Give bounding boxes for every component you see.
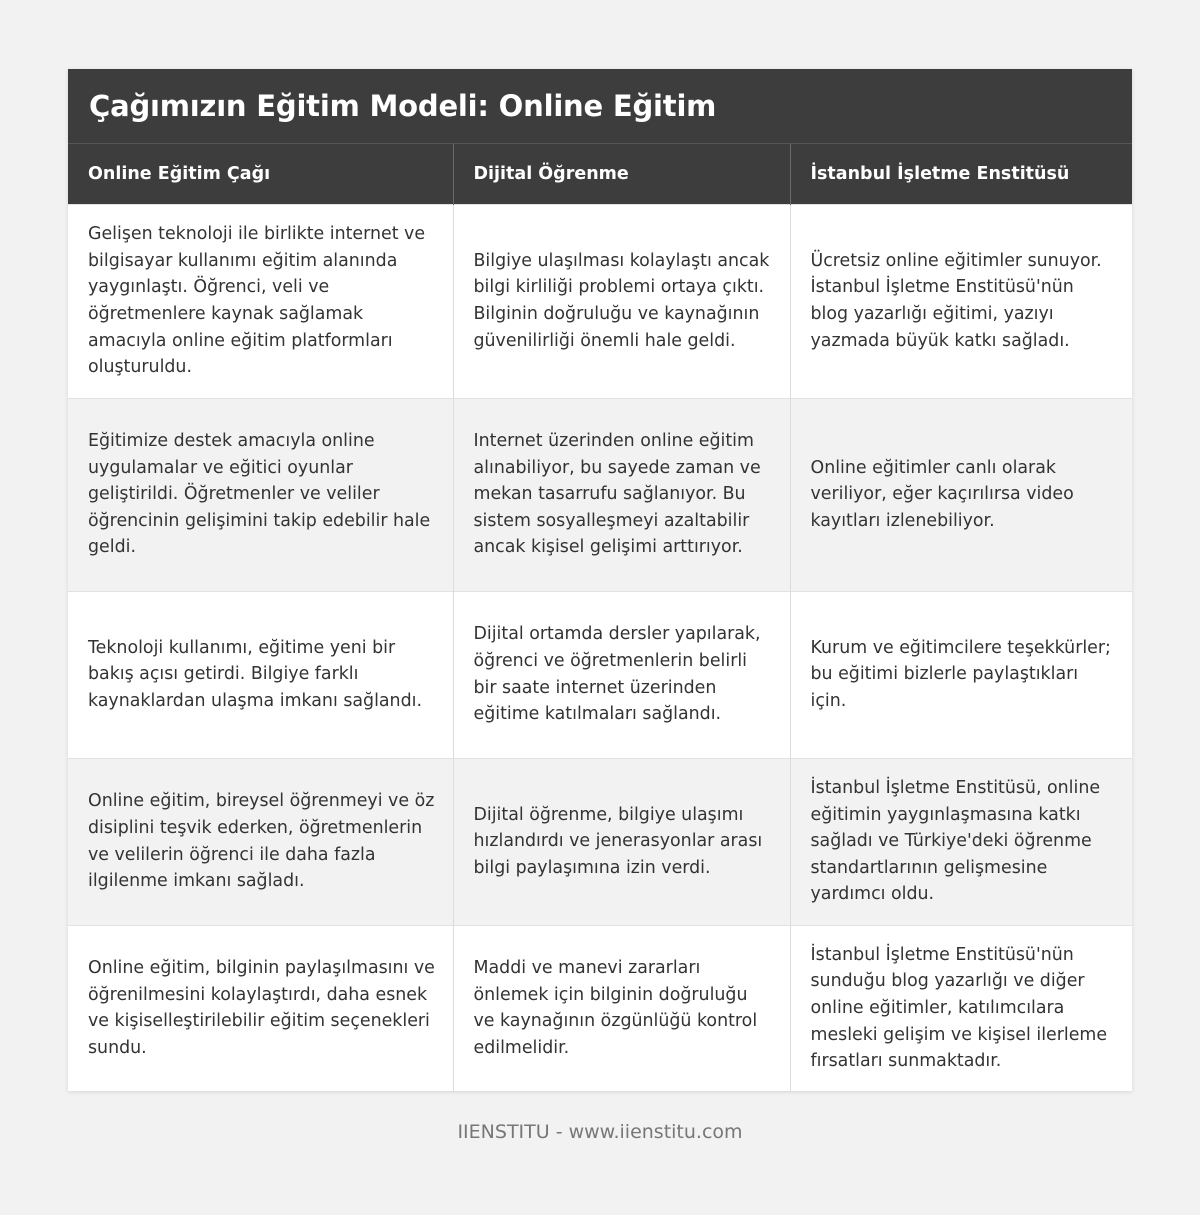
table-row	[68, 398, 1132, 591]
table-cell: Gelişen teknoloji ile birlikte internet ve bilgisayar kullanımı eğitim alanında yaygınlaştı. Öğrenci, veli ve öğretmenlere kaynak sağlamak amacıyla online eğitim platformları oluşturuldu.	[68, 204, 453, 398]
table-row	[68, 204, 1132, 398]
table-cell: Internet üzerinden online eğitim alınabiliyor, bu sayede zaman ve mekan tasarrufu sağlanıyor. Bu sistem sosyalleşmeyi azaltabilir ancak kişisel gelişimi arttırıyor.	[453, 398, 790, 591]
table-row	[68, 758, 1132, 925]
column-header-istanbul-isletme-enstitusu: İstanbul İşletme Enstitüsü	[790, 144, 1132, 204]
table-card	[68, 69, 1132, 1091]
page-title: Çağımızın Eğitim Modeli: Online Eğitim	[89, 89, 717, 123]
table-row	[68, 925, 1132, 1091]
table-cell: Dijital ortamda dersler yapılarak, öğrenci ve öğretmenlerin belirli bir saate internet üzerinden eğitime katılmaları sağlandı.	[453, 591, 790, 758]
table-cell: Online eğitim, bireysel öğrenmeyi ve öz disiplini teşvik ederken, öğretmenlerin ve velilerin öğrenci ile daha fazla ilgilenme imkanı sağladı.	[68, 758, 453, 925]
comparison-table	[68, 144, 1132, 1091]
table-row	[68, 591, 1132, 758]
title-bar	[68, 69, 1132, 144]
table-cell: İstanbul İşletme Enstitüsü, online eğitimin yaygınlaşmasına katkı sağladı ve Türkiye'deki öğrenme standartlarının gelişmesine yardımcı oldu.	[790, 758, 1132, 925]
table-cell: Bilgiye ulaşılması kolaylaştı ancak bilgi kirliliği problemi ortaya çıktı. Bilginin doğruluğu ve kaynağının güvenilirliği önemli hale geldi.	[453, 204, 790, 398]
table-cell: İstanbul İşletme Enstitüsü'nün sunduğu blog yazarlığı ve diğer online eğitimler, katılımcılara mesleki gelişim ve kişisel ilerleme fırsatları sunmaktadır.	[790, 925, 1132, 1091]
table-cell: Online eğitimler canlı olarak veriliyor, eğer kaçırılırsa video kayıtları izlenebiliyor.	[790, 398, 1132, 591]
column-header-dijital-ogrenme: Dijital Öğrenme	[453, 144, 790, 204]
table-cell: Ücretsiz online eğitimler sunuyor. İstanbul İşletme Enstitüsü'nün blog yazarlığı eğitimi, yazıyı yazmada büyük katkı sağladı.	[790, 204, 1132, 398]
table-cell: Eğitimize destek amacıyla online uygulamalar ve eğitici oyunlar geliştirildi. Öğretmenler ve veliler öğrencinin gelişimini takip edebilir hale geldi.	[68, 398, 453, 591]
table-cell: Kurum ve eğitimcilere teşekkürler; bu eğitimi bizlerle paylaştıkları için.	[790, 591, 1132, 758]
table-cell: Dijital öğrenme, bilgiye ulaşımı hızlandırdı ve jenerasyonlar arası bilgi paylaşımına izin verdi.	[453, 758, 790, 925]
column-header-online-egitim-cagi: Online Eğitim Çağı	[68, 144, 453, 204]
table-cell: Teknoloji kullanımı, eğitime yeni bir bakış açısı getirdi. Bilgiye farklı kaynaklardan ulaşma imkanı sağlandı.	[68, 591, 453, 758]
footer-credit: IIENSTITU - www.iienstitu.com	[457, 1121, 743, 1143]
table-cell: Maddi ve manevi zararları önlemek için bilginin doğruluğu ve kaynağının özgünlüğü kontrol edilmelidir.	[453, 925, 790, 1091]
table-header-row	[68, 144, 1132, 204]
table-cell: Online eğitim, bilginin paylaşılmasını ve öğrenilmesini kolaylaştırdı, daha esnek ve kişiselleştirilebilir eğitim seçenekleri sundu.	[68, 925, 453, 1091]
